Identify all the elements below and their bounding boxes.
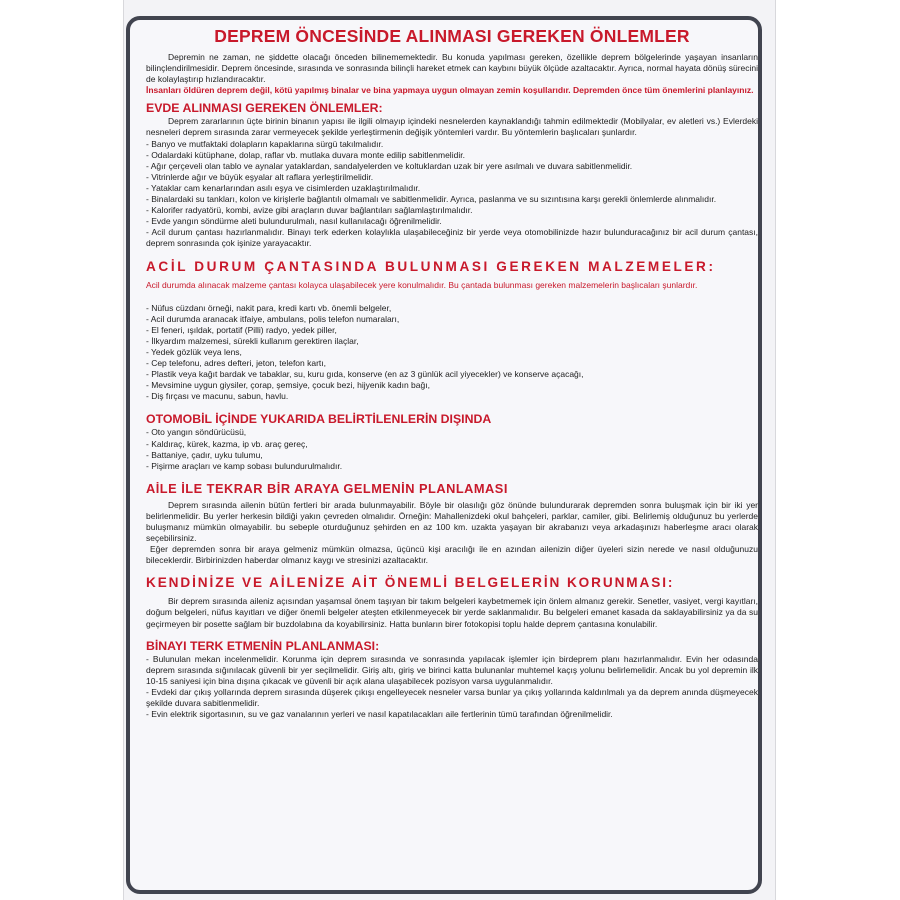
list-item: - Yataklar cam kenarlarından asılı eşya ve cisimlerden uzaklaştırılmalıdır. [146, 182, 421, 193]
list-item: - Cep telefonu, adres defteri, jeton, telefon kartı, [146, 358, 327, 369]
kit-intro: Acil durumda alınacak malzeme çantası kolayca ulaşabilecek yere konulmalıdır. Bu çantada bulunması gereken malzemelerin başlıcaları şunlardır. [146, 279, 698, 290]
kit-list [146, 303, 758, 403]
list-item: - Nüfus cüzdanı örneği, nakit para, kredi kartı vb. önemli belgeler, [146, 302, 392, 313]
list-item: - Evin elektrik sigortasının, su ve gaz vanalarının yerleri ve nasıl kapatılacakları aile fertlerinin tümü tarafından öğrenilmelidir. [146, 709, 613, 720]
home-intro: Deprem zararlarının üçte birinin binanın yapısı ile ilgili olmayıp içindeki nesnelerden kaynaklandığı tahmin edilmektedir (Mobilyalar, ev aletleri vs.) Evlerdeki nesneleri deprem sırasında zarar vermeyecek şekilde yerleştirmenin değişik yöntemleri vardır. Bu yöntemlerin başlıcaları şunlardır. [146, 116, 758, 138]
list-item: - Evde yangın söndürme aleti bulundurulmalı, nasıl kullanılacağı öğrenilmelidir. [146, 216, 442, 227]
list-item: - El feneri, ışıldak, portatif (Pilli) radyo, yedek piller, [146, 324, 337, 335]
poster-content [146, 22, 758, 720]
kit-heading: ACİL DURUM ÇANTASINDA BULUNMASI GEREKEN MALZEMELER: [146, 258, 716, 274]
documents-heading: KENDİNİZE VE AİLENİZE AİT ÖNEMLİ BELGELERİN KORUNMASI: [146, 575, 675, 591]
evacuation-heading: BİNAYI TERK ETMENİN PLANLANMASI: [146, 638, 380, 653]
list-item: - Pişirme araçları ve kamp sobası bulundurulmalıdır. [146, 460, 343, 471]
list-item: - Bulunulan mekan incelenmelidir. Korunma için deprem sırasında ve sonrasında yapılacak işlemler için birdeprem planı hazırlanmalıdır. Evin her odasında deprem sırasında sığınılacak güvenli bir yer seçilmelidir. Giriş altı, giriş ve birinci katta bulunanlar muhtemel kaçış yolunu belirlemelidir. Ancak bu yol depremin ilk 10-15 saniyesi için bina dışına çıkacak ve güvenli bir açık alana ulaşabilecek pozisyon varsa uygulanmalıdır. [146, 653, 758, 686]
list-item: - Diş fırçası ve macunu, sabun, havlu. [146, 391, 289, 402]
list-item: - Kaldıraç, kürek, kazma, ip vb. araç gereç, [146, 438, 308, 449]
list-item: - Yedek gözlük veya lens, [146, 346, 242, 357]
documents-text: Bir deprem sırasında aileniz açısından yaşamsal önem taşıyan bir takım belgeleri kaybetmemek için önlem almanız gerekir. Senetler, vasiyet, vergi kayıtları, doğum belgeleri, nüfus kayıtları ve diğer önemli belgeler ateşten etkilenmeyecek bir yerde saklanmalıdır. Bu belgeleri emanet kasada da saklayabilirsiniz ya da su geçirmeyen bir posette sağlam bir buzdolabına da koyabilirsiniz. Hatta bunların birer fotokopisi toplu halde deprem çantasına konulabilir. [146, 596, 758, 629]
list-item: - Kalorifer radyatörü, kombi, avize gibi araçların duvar bağlantıları sağlamlaştırılmalıdır. [146, 205, 473, 216]
list-item: - Oto yangın söndürücüsü, [146, 427, 247, 438]
evacuation-list [146, 654, 758, 721]
home-heading: EVDE ALINMASI GEREKEN ÖNLEMLER: [146, 101, 383, 116]
list-item: - Battaniye, çadır, uyku tulumu, [146, 449, 263, 460]
list-item: - Odalardaki kütüphane, dolap, raflar vb. mutlaka duvara monte edilip sabitlenmelidir. [146, 149, 465, 160]
home-list [146, 139, 758, 250]
list-item: - Banyo ve mutfaktaki dolapların kapaklarına sürgü takılmalıdır. [146, 138, 384, 149]
intro-warning: İnsanları öldüren deprem değil, kötü yapılmış binalar ve bina yapmaya uygun olmayan zemin koşullarıdır. Depremden önce tüm önemlerini planlayınız. [146, 85, 754, 96]
list-item: - Ağır çerçeveli olan tablo ve aynalar yataklardan, sandalyelerden ve koltuklardan uzak bir yere asılmalı ve duvara sabitlenmelidir. [146, 160, 633, 171]
spacer [146, 291, 758, 303]
list-item: - Plastik veya kağıt bardak ve tabaklar, su, kuru gıda, konserve (en az 3 günlük acil yiyecekler) ve konserve açacağı, [146, 369, 584, 380]
car-heading: OTOMOBİL İÇİNDE YUKARIDA BELİRTİLENLERİN DIŞINDA [146, 412, 492, 427]
family-heading: AİLE İLE TEKRAR BİR ARAYA GELMENİN PLANLAMASI [146, 480, 508, 496]
list-item: - Acil durumda aranacak itfaiye, ambulans, polis telefon numaraları, [146, 313, 400, 324]
list-item: - Binalardaki su tankları, kolon ve kirişlerle bağlantılı olmamalı ve sabitlenmelidir. Ayrıca, paslanma ve su sızıntısına karşı gerekli önlemlerde alınmalıdır. [146, 194, 717, 205]
family-text-2: Eğer depremden sonra bir araya gelmeniz mümkün olmazsa, üçüncü kişi aracılığı ile en azından ailenizin diğer üyeleri sizin nerede ve nasıl olduğunuzu bileceklerdir. Birbirinizden haberdar olmanız kaygı ve stresinizi azaltacaktır. [146, 544, 758, 566]
intro-text: Depremin ne zaman, ne şiddette olacağı önceden bilinememektedir. Bu konuda yapılması gereken, özellikle deprem bölgelerinde yaşayan insanların bilinçlendirilmesidir. Deprem öncesinde, sırasında ve sonrasında bilinçli hareket etmek can kaybını büyük ölçüde azaltacaktır. Ayrıca, normal hayata dönüş sürecini de kolaylaştırıp hızlandıracaktır. [146, 52, 758, 85]
list-item: - Acil durum çantası hazırlanmalıdır. Binayı terk ederken kolaylıkla ulaşabileceğiniz bir yerde veya otomobilinizde hazır bulunduracağınız bir acil durum çantası, deprem sonrasında çok işinize yarayacaktır. [146, 227, 758, 249]
list-item: - Mevsimine uygun giysiler, çorap, şemsiye, çocuk bezi, hijyenik kadın bağı, [146, 380, 430, 391]
family-text-1: Deprem sırasında ailenin bütün fertleri bir arada bulunmayabilir. Böyle bir olasılığı göz önünde bulundurarak depremden sonra buluşmak için bir iki yer belirlenmelidir. Bu yerler herkesin bildiği yakın çevreden olmalıdır. Örneğin: Mahallenizdeki okul bahçeleri, parklar, camiler, gibi. Belirlemiş olduğunuz bu yerlerde buluşmanız mümkün olmayabilir. bu sebeple oturduğunuz şehirden en az 100 km. uzakta yaşayan bir akrabanızı veya arkadaşınızı haberleşme aracı olarak seçebilirsiniz. [146, 499, 758, 544]
poster-title: DEPREM ÖNCESİNDE ALINMASI GEREKEN ÖNLEMLER [214, 26, 690, 46]
list-item: - Evdeki dar çıkış yollarında deprem sırasında düşerek çıkışı engelleyecek nesneler varsa bunlar ya çıkış yollarında kaldırılmalı ya da deprem anında düşmeyecek şekilde duvara sabitlenmelidir. [146, 686, 758, 709]
list-item: - İlkyardım malzemesi, sürekli kullanım gerektiren ilaçlar, [146, 335, 359, 346]
list-item: - Vitrinlerde ağır ve büyük eşyalar alt raflara yerleştirilmelidir. [146, 171, 374, 182]
car-list [146, 427, 758, 471]
